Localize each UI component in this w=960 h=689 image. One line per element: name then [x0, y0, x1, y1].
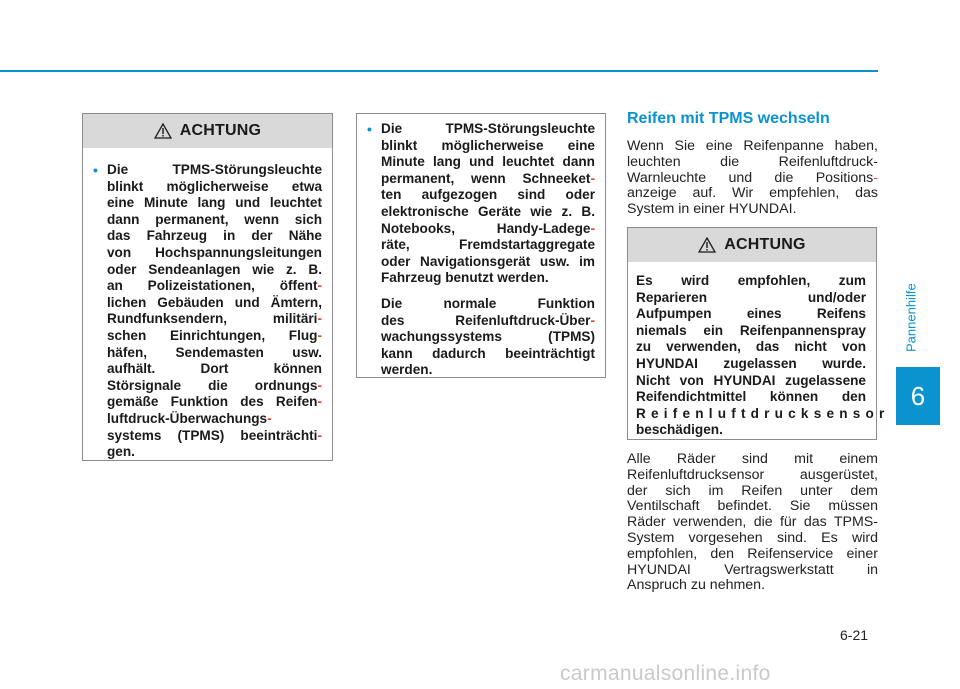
text-line: oder Sendeanlagen wie z. B. [107, 261, 322, 277]
text-line: HYUNDAI Vertragswerkstatt in [627, 561, 878, 578]
chapter-tab: 6 [896, 367, 940, 425]
bullet-dot: • [93, 162, 98, 178]
text-line: zu verwenden, das nicht von [636, 339, 866, 355]
page-number: 6-21 [840, 627, 869, 643]
text-line: Räder verwenden, die für das TPMS- [627, 514, 878, 531]
text-line: elektronische Geräte wie z. B. [381, 203, 595, 219]
text-line: lichen Gebäuden und Ämtern, [107, 294, 322, 310]
text-line: an Polizeistationen, öffent- [107, 278, 322, 294]
warning-bullet [93, 162, 322, 461]
text-line: systems (TPMS) beeinträchti- [107, 427, 322, 443]
section-title: Reifen mit TPMS wechseln [627, 110, 830, 127]
text-line: Die TPMS-Störungsleuchte [381, 121, 595, 136]
text-line: System in einer HYUNDAI. [627, 201, 797, 218]
text-line: Es wird empfohlen, zum [636, 273, 866, 288]
text-line: das Fahrzeug in der Nähe [107, 228, 322, 244]
warning-triangle-icon [154, 123, 172, 139]
text-line: häfen, Sendemasten usw. [107, 344, 322, 360]
text-line: Reifenluftdrucksensor ausgerüstet, [627, 466, 878, 483]
text-line: gemäße Funktion des Reifen- [107, 394, 322, 410]
text-line: blinkt möglicherweise etwa [107, 178, 322, 194]
text-line: beschädigen. [636, 422, 723, 438]
text-line: Wenn Sie eine Reifenpanne haben, [627, 138, 878, 154]
text-line: Anspruch zu nehmen. [627, 577, 766, 594]
text-line: niemals ein Reifenpannenspray [636, 322, 866, 338]
warning-paragraph [367, 296, 595, 379]
warning-box-left [82, 113, 333, 461]
text-line: Reifenluftdrucksensor [636, 405, 890, 421]
warning-header [628, 228, 876, 262]
text-line: räte, Fremdstartaggregate [381, 237, 595, 253]
text-line: System vorgesehen sind. Es wird [627, 529, 878, 546]
text-line: gen. [107, 444, 135, 460]
text-line: anzeige auf. Wir empfehlen, das [627, 185, 878, 202]
text-line: HYUNDAI zugelassen wurde. [636, 355, 866, 371]
warning-box-middle [356, 113, 606, 378]
text-line: Fahrzeug benutzt werden. [381, 270, 549, 286]
text-line: der sich im Reifen unter dem [627, 482, 878, 499]
text-line: empfohlen, den Reifenservice einer [627, 545, 878, 562]
text-line: Aufpumpen eines Reifens [636, 306, 866, 322]
text-line: Minute lang und leuchtet dann [381, 154, 595, 170]
top-rule [0, 70, 878, 72]
text-line: werden. [381, 362, 433, 378]
text-line: wachungssystems (TPMS) [381, 329, 595, 345]
text-line: Nicht von HYUNDAI zugelassene [636, 372, 866, 388]
warning-box-right [627, 227, 890, 440]
text-line: dann permanent, wenn sich [107, 211, 322, 227]
text-line: des Reifenluftdruck-Über- [381, 312, 595, 328]
text-line: Rundfunksendern, militäri- [107, 311, 322, 327]
text-line: Reifendichtmittel können den [636, 389, 866, 405]
text-line: Die TPMS-Störungsleuchte [107, 162, 322, 177]
text-line: blinkt möglicherweise eine [381, 137, 595, 153]
text-line: Reparieren und/oder [636, 289, 866, 305]
bullet-dot: • [367, 121, 372, 137]
warning-triangle-icon [698, 237, 716, 253]
warning-header-text: ACHTUNG [179, 122, 262, 139]
text-line: oder Navigationsgerät usw. im [381, 253, 595, 269]
text-line: luftdruck-Überwachungs- [107, 410, 272, 426]
text-line: leuchten die Reifenluftdruck- [627, 153, 878, 170]
warning-header-text: ACHTUNG [724, 236, 806, 253]
text-line: Störsignale die ordnungs- [107, 377, 322, 393]
text-line: permanent, wenn Schneeket- [381, 170, 595, 186]
text-line: von Hochspannungsleitungen [107, 244, 322, 260]
watermark: carmanualsonline.info [560, 662, 771, 685]
text-line: kann dadurch beeinträchtigt [381, 345, 595, 361]
text-line: ten aufgezogen sind oder [381, 187, 595, 203]
text-line: Ventilschaft befindet. Sie müssen [627, 498, 878, 515]
chapter-label: Pannenhilfe [903, 283, 919, 353]
text-line: Warnleuchte und die Positions- [627, 169, 878, 186]
warning-header [83, 114, 332, 148]
text-line: Alle Räder sind mit einem [627, 451, 878, 467]
text-line: eine Minute lang und leuchtet [107, 195, 322, 211]
text-line: schen Einrichtungen, Flug- [107, 327, 322, 343]
warning-bullet [367, 121, 595, 287]
text-line: Notebooks, Handy-Ladege- [381, 220, 595, 236]
text-line: aufhält. Dort können [107, 361, 322, 377]
text-line: Die normale Funktion [381, 295, 595, 311]
body-paragraph [627, 139, 878, 218]
body-paragraph [627, 452, 878, 594]
